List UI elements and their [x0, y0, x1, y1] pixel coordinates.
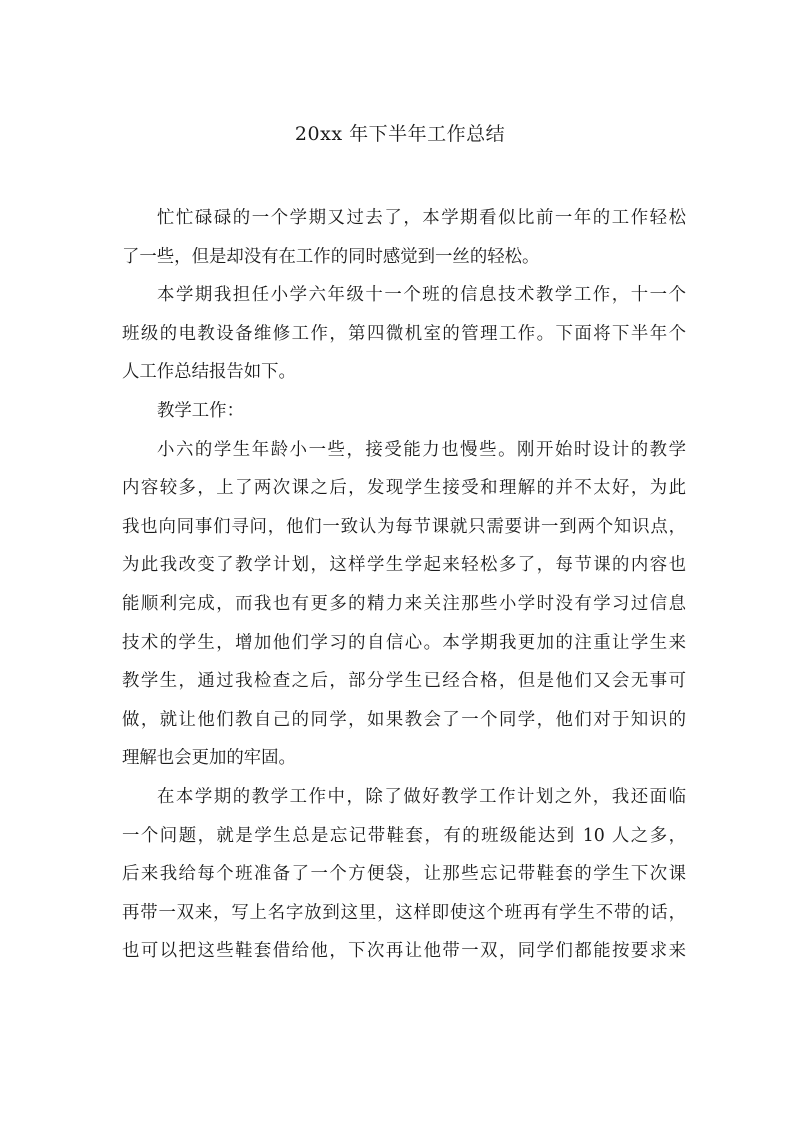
paragraph-line: 小六的学生年龄小一些，接受能力也慢些。刚开始时设计的教学 — [157, 439, 686, 460]
document-body — [122, 199, 686, 971]
paragraph-line: 一个问题，就是学生总是忘记带鞋套，有的班级能达到 10 人之多， — [122, 825, 686, 846]
paragraph-line: 后来我给每个班准备了一个方便袋，让那些忘记带鞋套的学生下次课 — [122, 864, 686, 885]
paragraph-line: 了一些，但是却没有在工作的同时感觉到一丝的轻松。 — [122, 246, 540, 267]
paragraph-line: 本学期我担任小学六年级十一个班的信息技术教学工作，十一个 — [157, 285, 686, 306]
paragraph-line: 在本学期的教学工作中，除了做好教学工作计划之外，我还面临 — [157, 786, 686, 807]
section-heading: 教学工作： — [157, 400, 244, 421]
paragraph-line: 人工作总结报告如下。 — [122, 362, 296, 383]
paragraph-line: 内容较多，上了两次课之后，发现学生接受和理解的并不太好，为此 — [122, 478, 686, 499]
paragraph-line: 理解也会更加的牢固。 — [122, 748, 296, 769]
paragraph-line: 为此我改变了教学计划，这样学生学起来轻松多了，每节课的内容也 — [122, 555, 686, 576]
paragraph-line: 能顺利完成，而我也有更多的精力来关注那些小学时没有学习过信息 — [122, 593, 686, 614]
paragraph-line: 技术的学生，增加他们学习的自信心。本学期我更加的注重让学生来 — [122, 632, 686, 653]
document-title: 20xx 年下半年工作总结 — [294, 123, 506, 145]
paragraph-line: 班级的电教设备维修工作，第四微机室的管理工作。下面将下半年个 — [122, 323, 686, 344]
paragraph-line: 教学生，通过我检查之后，部分学生已经合格，但是他们又会无事可 — [122, 671, 686, 692]
paragraph-line: 我也向同事们寻问，他们一致认为每节课就只需要讲一到两个知识点， — [122, 516, 686, 537]
paragraph-line: 做，就让他们教自己的同学，如果教会了一个同学，他们对于知识的 — [122, 709, 686, 730]
paragraph-line: 忙忙碌碌的一个学期又过去了，本学期看似比前一年的工作轻松 — [157, 208, 686, 228]
paragraph-line: 再带一双来，写上名字放到这里，这样即使这个班再有学生不带的话， — [122, 902, 686, 923]
paragraph-line: 也可以把这些鞋套借给他，下次再让他带一双，同学们都能按要求来 — [122, 941, 686, 962]
